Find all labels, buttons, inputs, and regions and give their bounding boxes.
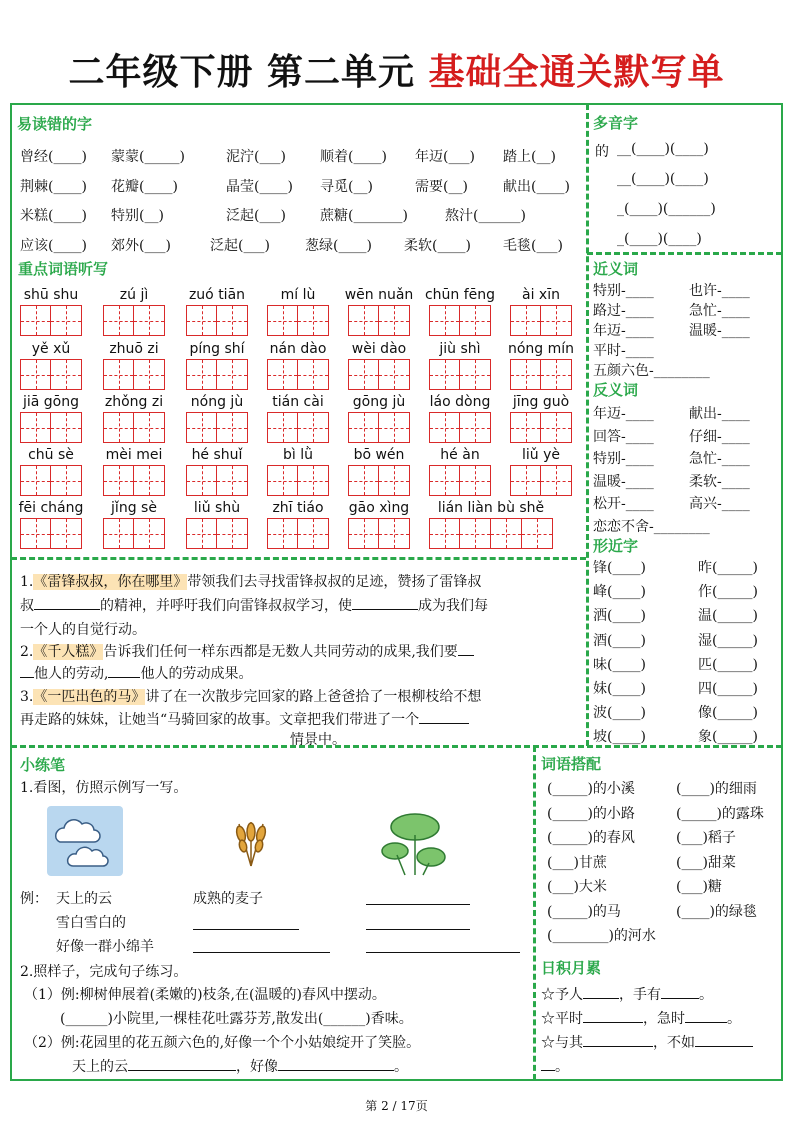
tian-grid xyxy=(348,305,410,336)
tian-cell xyxy=(20,518,51,549)
tian-cell xyxy=(20,412,51,443)
tian-grid xyxy=(348,359,410,390)
pinyin-label: jǐng sè xyxy=(111,500,157,516)
tian-grid xyxy=(267,412,329,443)
reading-3-cont: 再走路的妹妹，让她当“马骑回家的故事。文章把我们带进了一个 xyxy=(20,709,469,729)
tian-grid xyxy=(510,412,572,443)
similar-char-item: 象(_____) xyxy=(698,729,758,746)
easy-char-item: 特别(__) xyxy=(111,208,164,224)
similar-char-item: 昨(_____) xyxy=(698,560,758,576)
pinyin-label: chūn fēng xyxy=(424,287,496,303)
antonym-item: 温暖-____ xyxy=(593,473,654,490)
tian-grid xyxy=(20,465,82,496)
tian-grid xyxy=(186,305,248,336)
tian-cell xyxy=(51,359,82,390)
tian-cell xyxy=(217,305,248,336)
section-practice: 小练笔 xyxy=(20,756,66,774)
section-similar: 形近字 xyxy=(593,537,639,555)
answer-line xyxy=(366,952,520,953)
answer-line xyxy=(366,929,470,930)
antonym-item: 柔软-____ xyxy=(689,473,750,490)
tian-grid xyxy=(429,465,491,496)
tian-grid xyxy=(429,518,553,549)
pinyin-label: zuó tiān xyxy=(188,287,246,303)
matching-item: (________)的河水 xyxy=(547,928,656,944)
tian-cell xyxy=(186,465,217,496)
tian-cell xyxy=(186,305,217,336)
tian-cell xyxy=(298,305,329,336)
tian-cell xyxy=(103,412,134,443)
matching-item: (____)的绿毯 xyxy=(676,903,757,920)
answer-line xyxy=(193,929,299,930)
clouds-picture xyxy=(46,805,124,877)
tian-cell xyxy=(186,412,217,443)
tian-cell xyxy=(298,412,329,443)
tian-grid xyxy=(20,305,82,336)
antonym-item: 松开-____ xyxy=(593,496,654,512)
matching-item: (___)甜菜 xyxy=(676,854,736,871)
pinyin-label: láo dòng xyxy=(429,394,491,410)
tian-cell xyxy=(20,359,51,390)
tian-cell xyxy=(103,305,134,336)
tian-cell xyxy=(379,465,410,496)
synonym-item: 温暖-____ xyxy=(689,323,750,339)
tian-cell xyxy=(541,465,572,496)
tian-cell xyxy=(510,305,541,336)
easy-char-item: 柔软(____) xyxy=(404,238,471,254)
synonym-item: 急忙-____ xyxy=(689,303,750,319)
tian-cell xyxy=(217,518,248,549)
tian-cell xyxy=(298,465,329,496)
tian-grid xyxy=(267,465,329,496)
similar-char-item: 温(_____) xyxy=(698,608,758,625)
polyphone-blank: __(____)(____) xyxy=(617,141,709,157)
pinyin-label: zhǒng zi xyxy=(104,394,164,410)
tian-cell xyxy=(348,518,379,549)
tian-cell xyxy=(379,359,410,390)
similar-char-item: 锋(____) xyxy=(593,560,646,576)
example-label: 例： xyxy=(20,891,48,907)
section-easy-chars: 易读错的字 xyxy=(17,115,93,133)
pinyin-label: bì lǜ xyxy=(283,447,313,463)
pinyin-label: nóng mín xyxy=(507,341,575,357)
tian-cell xyxy=(134,305,165,336)
matching-item: (____)的细雨 xyxy=(676,781,757,797)
page-number: 第 2 / 17页 xyxy=(365,1099,428,1113)
tian-grid xyxy=(103,518,165,549)
matching-item: (___)稻子 xyxy=(676,830,736,846)
similar-char-item: 洒(____) xyxy=(593,608,646,625)
tian-cell xyxy=(51,412,82,443)
pinyin-label: zú jì xyxy=(119,287,149,303)
tian-cell xyxy=(267,305,298,336)
similar-char-item: 峰(____) xyxy=(593,584,646,601)
synonym-item: 也许-____ xyxy=(689,283,750,299)
section-matching: 词语搭配 xyxy=(541,755,602,773)
tian-grid xyxy=(186,518,248,549)
daily-2: ☆平时 ，急时 。 xyxy=(541,1011,741,1027)
practice-q2: 2.照样子，完成句子练习。 xyxy=(20,964,188,980)
similar-char-item: 作(_____) xyxy=(698,584,758,601)
tian-cell xyxy=(510,359,541,390)
practice-q1: 1.看图，仿照示例写一写。 xyxy=(20,780,188,796)
tian-grid xyxy=(348,412,410,443)
similar-char-item: 酒(____) xyxy=(593,632,646,649)
easy-char-item: 寻觅(__) xyxy=(320,179,373,195)
daily-4: 。 xyxy=(541,1056,569,1076)
easy-char-item: 年迈(___) xyxy=(415,149,475,165)
tian-cell xyxy=(186,518,217,549)
pinyin-label: shū shu xyxy=(23,287,79,303)
matching-item: (_____)的马 xyxy=(547,903,621,920)
easy-char-item: 花瓣(____) xyxy=(111,179,178,195)
sentence-2-task: 天上的云 ，好像 。 xyxy=(72,1059,408,1075)
tian-cell xyxy=(379,412,410,443)
tian-grid xyxy=(186,359,248,390)
tian-cell xyxy=(298,518,329,549)
polyphone-blank: _(____)(______) xyxy=(617,201,716,217)
antonym-item: 高兴-____ xyxy=(689,496,750,512)
example-word-1: 天上的云 xyxy=(56,891,112,907)
synonym-item: 特别-____ xyxy=(593,283,654,299)
section-dictation: 重点词语听写 xyxy=(18,260,109,278)
antonym-item: 献出-____ xyxy=(689,406,750,422)
tian-cell xyxy=(460,359,491,390)
pinyin-label: nán dào xyxy=(269,341,327,357)
divider xyxy=(11,745,782,748)
tian-cell xyxy=(51,465,82,496)
tian-cell xyxy=(103,359,134,390)
easy-char-item: 米糕(____) xyxy=(20,208,87,224)
reading-3-end: 情景中。 xyxy=(290,732,346,748)
tian-cell xyxy=(460,465,491,496)
similar-char-item: 坡(____) xyxy=(593,729,646,746)
tian-cell xyxy=(348,412,379,443)
similar-char-item: 波(____) xyxy=(593,705,646,722)
tian-cell xyxy=(20,465,51,496)
synonym-item: 年迈-____ xyxy=(593,323,654,339)
similar-char-item: 四(_____) xyxy=(698,681,758,697)
tian-cell xyxy=(460,412,491,443)
pinyin-label: jīng guò xyxy=(512,394,570,410)
similar-char-item: 匹(_____) xyxy=(698,656,758,673)
answer-line xyxy=(366,904,470,905)
tian-cell xyxy=(348,465,379,496)
tian-cell xyxy=(103,518,134,549)
pinyin-label: ài xīn xyxy=(522,287,560,303)
polyphone-char: 的 xyxy=(595,144,609,160)
similar-char-item: 妹(____) xyxy=(593,681,646,697)
tian-cell xyxy=(267,359,298,390)
answer-line xyxy=(193,952,330,953)
reading-1-end: 一个人的自觉行动。 xyxy=(20,622,146,638)
matching-item: (___)糖 xyxy=(676,879,722,895)
tian-cell xyxy=(522,518,553,549)
pinyin-label: jiā gōng xyxy=(22,394,80,410)
pinyin-label: lián liàn bù shě xyxy=(437,500,545,516)
antonym-item: 回答-____ xyxy=(593,428,654,445)
pinyin-label: bō wén xyxy=(353,447,405,463)
example-word-2: 雪白雪白的 xyxy=(56,915,126,931)
tian-cell xyxy=(217,359,248,390)
tian-grid xyxy=(103,305,165,336)
tian-cell xyxy=(491,518,522,549)
pinyin-label: hé àn xyxy=(440,447,480,463)
tian-cell xyxy=(217,465,248,496)
pinyin-label: fēi cháng xyxy=(18,500,84,516)
antonym-item: 特别-____ xyxy=(593,451,654,467)
section-daily: 日积月累 xyxy=(541,959,602,977)
antonym-item: 仔细-____ xyxy=(689,428,750,445)
pinyin-label: mèi mei xyxy=(105,447,163,463)
easy-char-item: 曾经(____) xyxy=(20,149,87,165)
tian-cell xyxy=(460,305,491,336)
example-wheat: 成熟的麦子 xyxy=(193,891,263,907)
polyphone-blank: _(____)(____) xyxy=(617,231,702,247)
tian-grid xyxy=(348,465,410,496)
pinyin-label: hé shuǐ xyxy=(191,447,243,463)
easy-char-item: 需要(__) xyxy=(415,179,468,195)
tian-cell xyxy=(134,465,165,496)
matching-item: (_____)的小路 xyxy=(547,805,635,822)
matching-item: (_____)的小溪 xyxy=(547,781,635,797)
easy-char-item: 荆棘(____) xyxy=(20,179,87,195)
tian-cell xyxy=(134,359,165,390)
tian-cell xyxy=(51,518,82,549)
tian-grid xyxy=(429,305,491,336)
matching-item: (_____)的春风 xyxy=(547,830,635,846)
divider xyxy=(586,104,589,746)
daily-1: ☆予人 ，手有 。 xyxy=(541,987,713,1003)
tian-cell xyxy=(348,305,379,336)
easy-char-item: 踏上(__) xyxy=(503,149,556,165)
easy-char-item: 顺着(____) xyxy=(320,149,387,165)
tian-cell xyxy=(348,359,379,390)
pinyin-label: gāo xìng xyxy=(348,500,410,516)
tian-grid xyxy=(20,518,82,549)
pinyin-label: zhī tiáo xyxy=(272,500,324,516)
pinyin-label: liǔ shù xyxy=(193,500,241,516)
pinyin-label: wēn nuǎn xyxy=(344,287,414,303)
pinyin-label: wèi dào xyxy=(351,341,407,357)
similar-char-item: 湿(_____) xyxy=(698,632,758,649)
easy-char-item: 泛起(___) xyxy=(210,238,270,254)
easy-char-item: 葱绿(____) xyxy=(305,238,372,254)
tian-cell xyxy=(429,412,460,443)
similar-char-item: 像(_____) xyxy=(698,705,758,722)
tian-grid xyxy=(267,359,329,390)
synonym-item: 平时-____ xyxy=(593,343,654,359)
sentence-2-example: （2）例:花园里的花五颜六色的,好像一个个小姑娘绽开了笑脸。 xyxy=(24,1035,421,1051)
tian-grid xyxy=(20,359,82,390)
pinyin-label: zhuō zi xyxy=(109,341,159,357)
pinyin-label: jiù shì xyxy=(439,341,481,357)
easy-char-item: 泥泞(___) xyxy=(226,149,286,165)
tian-cell xyxy=(267,518,298,549)
sentence-1-example: （1）例:柳树伸展着(柔嫩的)枝条,在(温暖的)春风中摆动。 xyxy=(24,987,386,1003)
pinyin-label: tián cài xyxy=(272,394,324,410)
tian-cell xyxy=(429,465,460,496)
tian-cell xyxy=(379,518,410,549)
easy-char-item: 郊外(___) xyxy=(111,238,171,254)
tian-cell xyxy=(541,359,572,390)
tian-grid xyxy=(348,518,410,549)
pinyin-label: chū sè xyxy=(28,447,74,463)
synonym-item: 五颜六色-________ xyxy=(593,363,710,379)
reading-3: 3.《一匹出色的马》讲了在一次散步完回家的路上爸爸拾了一根柳枝给不想 xyxy=(20,689,482,705)
easy-char-item: 应该(____) xyxy=(20,238,87,254)
divider xyxy=(11,557,586,560)
reading-2: 2.《千人糕》告诉我们任何一样东西都是无数人共同劳动的成果,我们要 xyxy=(20,641,474,661)
divider xyxy=(587,252,782,255)
tian-cell xyxy=(541,412,572,443)
easy-char-item: 熬汁(______) xyxy=(445,208,526,224)
matching-item: (___)大米 xyxy=(547,879,607,895)
wheat-picture xyxy=(225,816,277,868)
easy-char-item: 毛毯(___) xyxy=(503,238,563,254)
easy-char-item: 晶莹(____) xyxy=(226,179,293,195)
reading-1: 1.《雷锋叔叔，你在哪里》带领我们去寻找雷锋叔叔的足迹，赞扬了雷锋叔 xyxy=(20,574,482,590)
pinyin-label: mí lù xyxy=(280,287,316,303)
easy-char-item: 献出(____) xyxy=(503,179,570,195)
reading-2-cont: 他人的劳动, 他人的劳动成果。 xyxy=(20,663,252,683)
section-polyphone: 多音字 xyxy=(593,114,639,132)
easy-char-item: 泛起(___) xyxy=(226,208,286,224)
tian-cell xyxy=(379,305,410,336)
tian-cell xyxy=(460,518,491,549)
pinyin-label: yě xǔ xyxy=(31,341,71,357)
antonym-item: 急忙-____ xyxy=(689,451,750,467)
tian-cell xyxy=(134,412,165,443)
synonym-item: 路过-____ xyxy=(593,303,654,319)
tian-grid xyxy=(510,305,572,336)
tian-cell xyxy=(51,305,82,336)
lotus-leaf-picture xyxy=(375,805,453,877)
title-red: 基础全通关默写单 xyxy=(428,52,725,93)
reading-1-cont: 叔 的精神，并呼吁我们向雷锋叔叔学习，使 成为我们每 xyxy=(20,598,488,614)
tian-grid xyxy=(429,412,491,443)
tian-cell xyxy=(510,465,541,496)
pinyin-label: gōng jù xyxy=(352,394,406,410)
antonym-item: 恋恋不舍-________ xyxy=(593,518,710,535)
antonym-item: 年迈-____ xyxy=(593,406,654,422)
tian-cell xyxy=(267,465,298,496)
tian-grid xyxy=(510,359,572,390)
tian-cell xyxy=(217,412,248,443)
tian-cell xyxy=(541,305,572,336)
tian-cell xyxy=(429,359,460,390)
similar-char-item: 味(____) xyxy=(593,656,646,673)
tian-cell xyxy=(510,412,541,443)
tian-cell xyxy=(103,465,134,496)
tian-grid xyxy=(186,465,248,496)
tian-cell xyxy=(429,305,460,336)
tian-cell xyxy=(429,518,460,549)
section-antonyms: 反义词 xyxy=(593,381,639,399)
section-synonyms: 近义词 xyxy=(593,260,639,278)
matching-item: (_____)的露珠 xyxy=(676,805,764,822)
daily-3: ☆与其 ，不如 xyxy=(541,1032,753,1052)
tian-grid xyxy=(20,412,82,443)
tian-grid xyxy=(186,412,248,443)
tian-grid xyxy=(103,465,165,496)
sentence-1-task: (______)小院里,一棵桂花吐露芬芳,散发出(______)香味。 xyxy=(60,1011,413,1027)
polyphone-blank: __(____)(____) xyxy=(617,171,709,187)
tian-grid xyxy=(510,465,572,496)
matching-item: (___)甘蔗 xyxy=(547,854,607,871)
page-title: 二年级下册 第二单元 基础全通关默写单 xyxy=(68,52,725,93)
example-word-3: 好像一群小绵羊 xyxy=(56,939,154,955)
tian-cell xyxy=(267,412,298,443)
tian-cell xyxy=(186,359,217,390)
tian-cell xyxy=(298,359,329,390)
tian-grid xyxy=(267,305,329,336)
tian-grid xyxy=(429,359,491,390)
pinyin-label: píng shí xyxy=(189,341,245,357)
divider xyxy=(533,746,536,1080)
easy-char-item: 蒙蒙(_____) xyxy=(111,149,185,165)
easy-char-item: 蔗糖(_______) xyxy=(320,208,408,224)
pinyin-label: liǔ yè xyxy=(521,447,560,463)
tian-grid xyxy=(103,359,165,390)
tian-grid xyxy=(267,518,329,549)
tian-grid xyxy=(103,412,165,443)
pinyin-label: nóng jù xyxy=(190,394,244,410)
tian-cell xyxy=(20,305,51,336)
tian-cell xyxy=(134,518,165,549)
